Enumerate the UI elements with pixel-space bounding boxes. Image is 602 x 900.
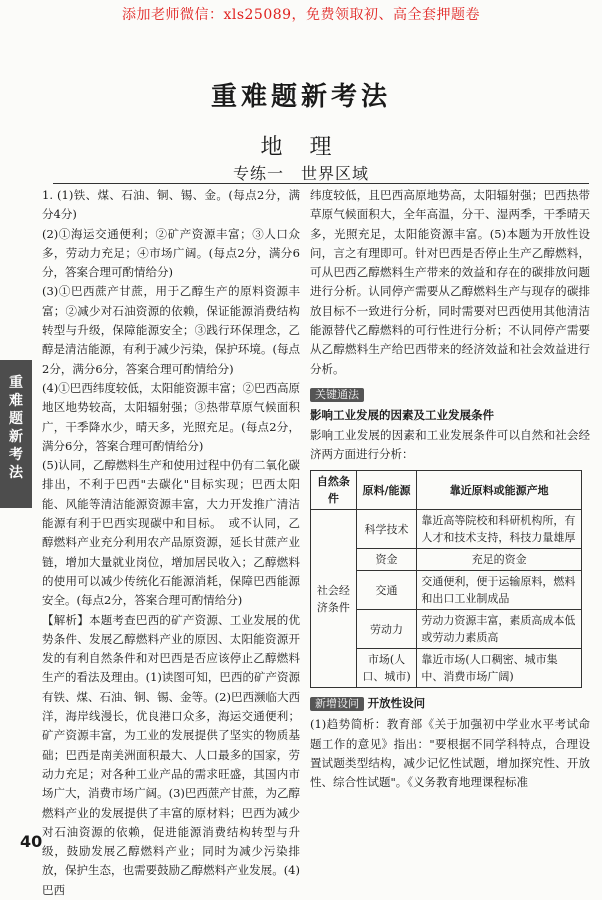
table-desc-cell: 劳动力资源丰富，素质高成本低或劳动力素质高 [417, 610, 582, 649]
side-tab-char: 难 [9, 393, 23, 409]
analysis-continued: 纬度较低，且巴西高原地势高，太阳辐射强；巴西热带草原气候面积大，全年高温，分干、湿两季，干季晴天多，光照充足，太阳能资源丰富。(5)本题为开放性设问，言之有理即可。针对巴西是否停止生产乙醇燃料，可从巴西乙醇燃料生产带来的效益和存在的碳排放问题进行分析。认同停产需要从乙醇燃料生产与现存的碳排放目标不一致进行分析，同时需要对巴西使用其他清洁能源替代乙醇燃料的可行性进行分析；不认同停产需要从乙醇燃料生产给巴西带来的经济效益和社会效益进行分析。 [310, 188, 590, 376]
table-category-cell: 社会经济条件 [311, 510, 357, 688]
table-factor-cell: 资金 [356, 549, 417, 571]
table-header-cell: 原料/能源 [356, 471, 417, 510]
side-tab-char: 考 [9, 447, 23, 463]
analysis-paragraph: 【解析】本题考查巴西的矿产资源、工业发展的优势条件、发展乙醇燃料产业的原因、太阳能资源开发的有利自然条件和对巴西是否应该停止乙醇燃料生产的看法及理由。(1)读图可知，巴西的矿产资源有铁、煤、石油、铜、锡、金等。(2)巴西濒临大西洋，海岸线漫长，优良港口众多，海运交通便利；矿产资源丰富，为工业的发展提供了坚实的物质基础；巴西是南美洲面积最大、人口最多的国家，劳动力充足；对各种工业产品的需求旺盛，其国内市场广大，消费市场广阔。(3)巴西蔗产甘蔗，为乙醇燃料产业的发展提供了丰富的原材料；巴西为减少对石油资源的依赖，促进能源消费结构转型与升级，鼓励发展乙醇燃料产业；同时为减少污染排放，保护生态，也需要鼓励乙醇燃料产业发展。(4)巴西 [42, 612, 300, 897]
table-factor-cell: 科学技术 [356, 510, 417, 549]
table-desc-cell: 靠近市场(人口稠密、城市集中、消费市场广阔) [417, 649, 582, 688]
answer-paragraph: (2)①海运交通便利；②矿产资源丰富；③人口众多，劳动力充足；④市场广阔。(每点2分，满分6分，答案合理可酌情给分) [42, 226, 300, 280]
table-factor-cell: 交通 [356, 571, 417, 610]
table-header-row [311, 471, 582, 510]
promo-banner: 添加老师微信：xls25089，免费领取初、高全套押题卷 [121, 7, 481, 23]
answer-paragraph: (3)①巴西蔗产甘蔗，用于乙醇生产的原料资源丰富；②减少对石油资源的依赖，保证能源消费结构转型与升级，保障能源安全；③践行环保理念，乙醇是清洁能源，有利于减少污染，保护环境。(每点2分，满分6分，答案合理可酌情给分) [42, 284, 300, 376]
side-tab-char: 题 [9, 411, 23, 427]
side-tab [0, 360, 32, 508]
new-question-header [310, 694, 590, 713]
table-header-cell: 靠近原料或能源产地 [417, 471, 582, 510]
answer-paragraph: (5)认同，乙醇燃料生产和使用过程中仍有二氧化碳排出，不利于巴西"去碳化"目标实现；巴西太阳能、风能等清洁能源资源丰富，大力开发推广清洁能源有利于巴西实现碳中和目标。 或不认同，乙醇燃料产业充分利用农产品原资源，延长甘蔗产业链，增加大量就业岗位，增加居民收入；乙醇燃料的使用可以减少传统化石能源消耗，保障巴西能源安全。(每点2分，答案合理可酌情给分) [42, 458, 300, 608]
table-desc-cell: 交通便利，便于运输原料，燃料和出口工业制成品 [417, 571, 582, 610]
key-method-header [310, 385, 590, 404]
right-column [310, 186, 590, 793]
side-tab-char: 重 [9, 375, 23, 391]
factors-table [310, 470, 582, 688]
key-method-intro: 影响工业发展的因素和工业发展条件可以自然和社会经济两方面进行分析： [310, 427, 590, 461]
new-question-tag: 新增设问 [310, 697, 364, 711]
new-question-label: 开放性设问 [367, 696, 426, 711]
table-header-cell: 自然条件 [311, 471, 357, 510]
table-factor-cell: 市场(人口、城市) [356, 649, 417, 688]
answer-paragraph: 1. (1)铁、煤、石油、铜、锡、金。(每点2分，满分4分) [42, 188, 300, 222]
answer-paragraph: (4)①巴西纬度较低，太阳能资源丰富；②巴西高原地区地势较高，太阳辐射强；③热带草原气候面积广，干季降水少，晴天多，光照充足。(每点2分，满分6分，答案合理可酌情给分) [42, 380, 300, 453]
table-factor-cell: 劳动力 [356, 610, 417, 649]
table-desc-cell: 靠近高等院校和科研机构所，有人才和技术支持，科技力量雄厚 [417, 510, 582, 549]
side-tab-char: 新 [9, 429, 23, 445]
page-number: 40 [20, 832, 43, 851]
page-title: 重难题新考法 [210, 82, 391, 112]
left-column [42, 186, 300, 900]
section-divider [53, 183, 589, 184]
key-method-tag: 关键通法 [310, 388, 364, 402]
side-tab-char: 法 [9, 465, 23, 481]
table-desc-cell: 充足的资金 [417, 549, 582, 571]
section-title: 专练一 世界区域 [232, 164, 369, 183]
subject-title: 地 理 [260, 135, 342, 160]
new-question-text: (1)趋势简析：教育部《关于加强初中学业水平考试命题工作的意见》指出："要根据不同学科特点，合理设置试题类型结构，减少记忆性试题，增加探究性、开放性、综合性试题"。《义务教育地理课程标准 [310, 717, 590, 790]
key-method-heading: 影响工业发展的因素及工业发展条件 [310, 408, 494, 423]
table-row [311, 510, 582, 549]
